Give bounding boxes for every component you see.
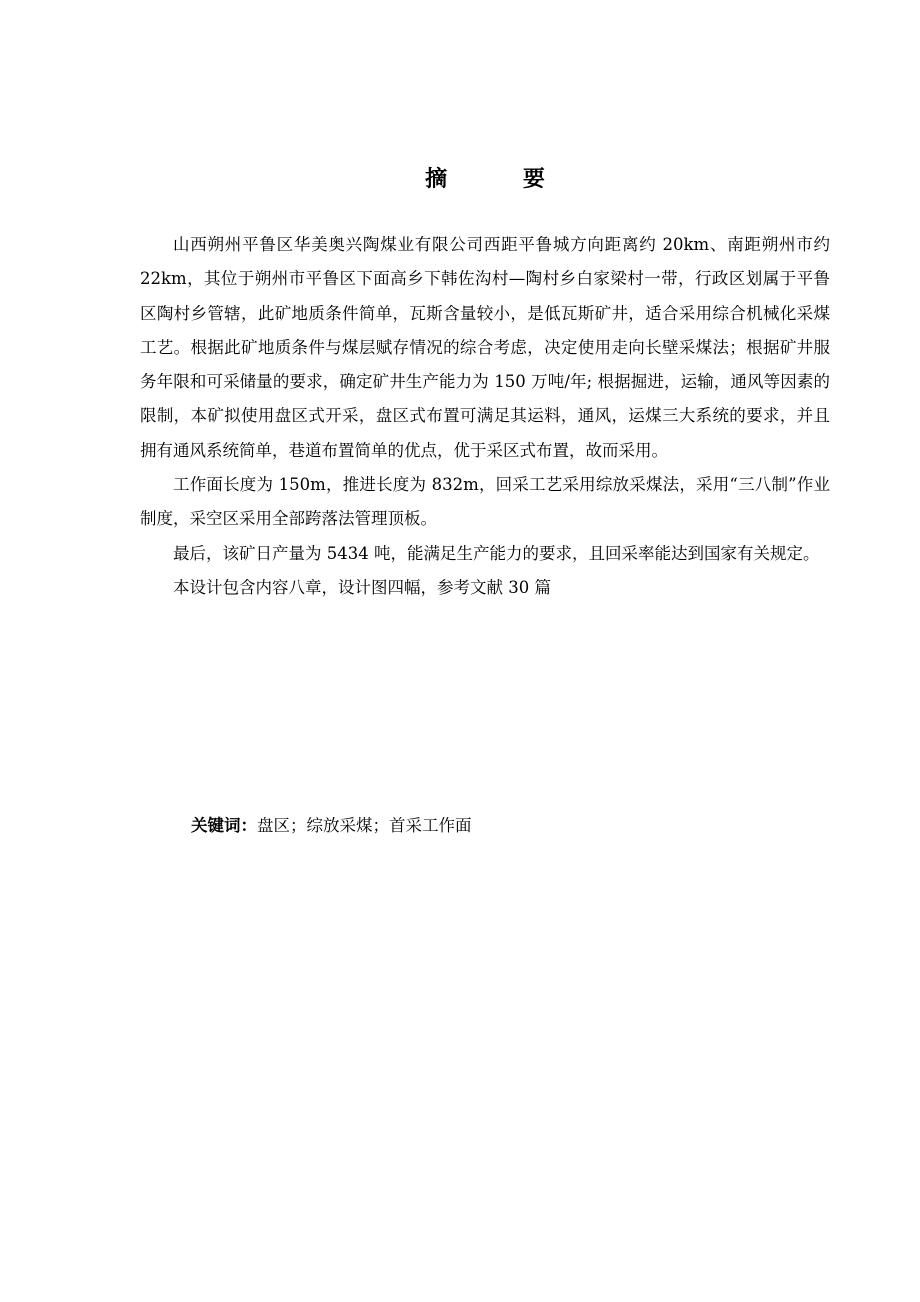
abstract-body: [140, 228, 830, 605]
title-text: 摘 要: [425, 167, 579, 192]
abstract-paragraph-2: 工作面长度为 150m，推进长度为 832m，回采工艺采用综放采煤法，采用“三八制”作业制度，采空区采用全部跨落法管理顶板。: [140, 475, 830, 529]
keywords-line: [191, 812, 472, 840]
abstract-paragraph-1: 山西朔州平鲁区华美奥兴陶煤业有限公司西距平鲁城方向距离约 20km、南距朔州市约 22km，其位于朔州市平鲁区下面高乡下韩佐沟村—陶村乡白家梁村一带，行政区划属于平鲁区陶村乡管辖，此矿地质条件简单，瓦斯含量较小，是低瓦斯矿井，适合采用综合机械化采煤工艺。根据此矿地质条件与煤层赋存情况的综合考虑，决定使用走向长壁采煤法；根据矿井服务年限和可采储量的要求，确定矿井生产能力为 150 万吨/年; 根据掘进，运输，通风等因素的限制，本矿拟使用盘区式开采，盘区式布置可满足其运料，通风，运煤三大系统的要求，并且拥有通风系统简单，巷道布置简单的优点，优于采区式布置，故而采用。: [140, 235, 830, 460]
page-title: [140, 162, 830, 198]
abstract-paragraph-3: 最后，该矿日产量为 5434 吨，能满足生产能力的要求，且回采率能达到国家有关规定。: [173, 543, 820, 563]
keywords-label: 关键词：: [191, 816, 257, 835]
keywords-value: 盘区；综放采煤；首采工作面: [257, 816, 472, 835]
abstract-paragraph-4: 本设计包含内容八章，设计图四幅，参考文献 30 篇: [173, 577, 551, 597]
